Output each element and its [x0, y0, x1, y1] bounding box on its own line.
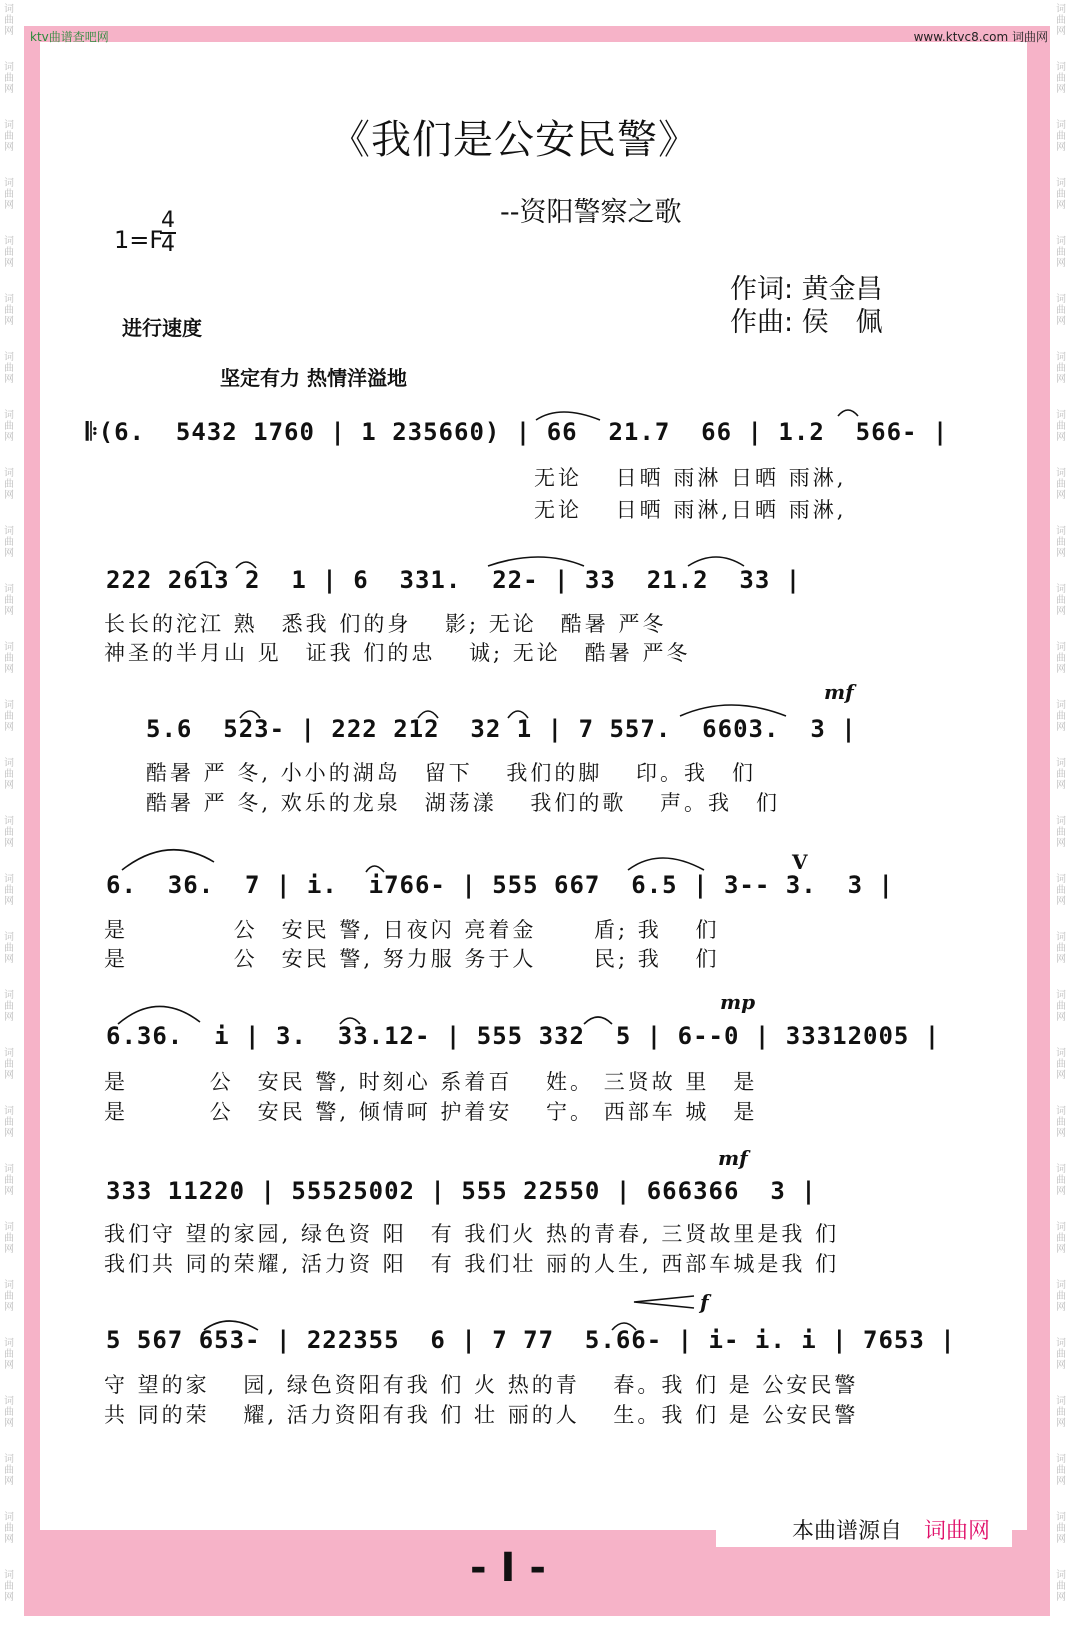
- margin-watermark: 词 曲 网: [4, 1164, 14, 1197]
- source-brand: 词曲网: [924, 1519, 991, 1544]
- slur: [340, 1018, 360, 1024]
- system-1-lyric-verse-2: 无论 日晒 雨淋,日晒 雨淋,: [534, 498, 847, 522]
- system-7-lyric-verse-2: 共 同的荣 耀, 活力资阳有我 们 壮 丽的人 生。我 们 是 公安民警: [104, 1403, 859, 1427]
- system-5-dynamic: mp: [720, 990, 756, 1014]
- system-3-lyric-verse-1: 酷暑 严 冬, 小小的湖岛 留下 我们的脚 印。我 们: [146, 761, 757, 785]
- margin-watermark: 词 曲 网: [1056, 62, 1066, 95]
- margin-watermark: 词 曲 网: [4, 1454, 14, 1487]
- system-7-dynamic: f: [700, 1290, 709, 1314]
- key-signature: 1=F: [114, 226, 164, 254]
- margin-watermark: 词 曲 网: [4, 816, 14, 849]
- margin-watermark: 词 曲 网: [1056, 1048, 1066, 1081]
- slur: [122, 850, 214, 870]
- margin-watermark: 词 曲 网: [1056, 178, 1066, 211]
- slur: [196, 562, 216, 568]
- margin-watermark: 词 曲 网: [1056, 352, 1066, 385]
- margin-watermark: 词 曲 网: [4, 932, 14, 965]
- margin-watermark: 词 曲 网: [4, 1280, 14, 1313]
- page-number: - I -: [470, 1545, 546, 1591]
- slur: [584, 1017, 612, 1024]
- system-6-dynamic: mf: [718, 1146, 748, 1170]
- margin-watermark: 词 曲 网: [1056, 526, 1066, 559]
- margin-watermark: 词 曲 网: [4, 1048, 14, 1081]
- margin-watermark: 词 曲 网: [1056, 468, 1066, 501]
- system-4-lyric-verse-1: 是 公 安民 警, 日夜闪 亮着金 盾; 我 们: [104, 918, 720, 942]
- song-subtitle: --资阳警察之歌: [500, 197, 682, 228]
- system-1-notes: 𝄆(6. 5432 1760 | 1 235660) | 66 21.7 66 | 1.2 566- |: [86, 418, 949, 446]
- source-site-right: www.ktvc8.com 词曲网: [913, 30, 1048, 44]
- margin-watermark: 词 曲 网: [1056, 642, 1066, 675]
- margin-watermark: 词 曲 网: [1056, 1396, 1066, 1429]
- lyricist: 作词: 黄金昌: [730, 274, 883, 305]
- margin-watermark: 词 曲 网: [1056, 120, 1066, 153]
- slur: [418, 711, 438, 718]
- margin-watermark: 词 曲 网: [4, 758, 14, 791]
- slur: [204, 1321, 258, 1330]
- system-4-lyric-verse-2: 是 公 安民 警, 努力服 务于人 民; 我 们: [104, 947, 720, 971]
- margin-watermark: 词 曲 网: [4, 1570, 14, 1603]
- margin-watermark: 词 曲 网: [1056, 236, 1066, 269]
- crescendo-hairpin: [634, 1296, 694, 1308]
- margin-watermark: 词 曲 网: [4, 584, 14, 617]
- system-2-lyric-verse-1: 长长的沱江 熟 悉我 们的身 影; 无论 酷暑 严冬: [104, 612, 667, 636]
- margin-watermark: 词 曲 网: [4, 410, 14, 443]
- slur: [536, 412, 600, 420]
- song-title: 《我们是公安民警》: [330, 117, 699, 163]
- system-5-notes: 6.36. i | 3. 33.12- | 555 332 5 | 6--0 | 33312005 |: [106, 1022, 941, 1050]
- slur: [612, 1323, 636, 1330]
- margin-watermark: 词 曲 网: [1056, 1512, 1066, 1545]
- margin-watermark: 词 曲 网: [1056, 1570, 1066, 1603]
- margin-watermark: 词 曲 网: [1056, 410, 1066, 443]
- margin-watermark: 词 曲 网: [4, 1512, 14, 1545]
- meter-top: 4: [161, 208, 175, 233]
- margin-watermark: 词 曲 网: [4, 1106, 14, 1139]
- margin-watermark: 词 曲 网: [1056, 584, 1066, 617]
- system-3-notes: 5.6 523- | 222 212 32 1 | 7 557. 6603. 3 |: [146, 715, 857, 743]
- margin-watermark: 词 曲 网: [4, 874, 14, 907]
- system-3-lyric-verse-2: 酷暑 严 冬, 欢乐的龙泉 湖荡漾 我们的歌 声。我 们: [146, 791, 781, 815]
- margin-watermark: 词 曲 网: [1056, 1338, 1066, 1371]
- margin-watermark: 词 曲 网: [1056, 294, 1066, 327]
- slur: [508, 711, 528, 718]
- source-site-left: ktv曲谱查吧网: [30, 30, 109, 44]
- margin-watermark: 词 曲 网: [4, 178, 14, 211]
- margin-watermark: 词 曲 网: [4, 1222, 14, 1255]
- tempo-marking: 进行速度: [122, 316, 202, 340]
- margin-watermark: 词 曲 网: [1056, 4, 1066, 37]
- system-3-dynamic: mf: [824, 680, 854, 704]
- margin-watermark: 词 曲 网: [1056, 990, 1066, 1023]
- margin-watermark: 词 曲 网: [1056, 874, 1066, 907]
- margin-watermark: 词 曲 网: [1056, 1106, 1066, 1139]
- system-7-lyric-verse-1: 守 望的家 园, 绿色资阳有我 们 火 热的青 春。我 们 是 公安民警: [104, 1373, 859, 1397]
- system-6-lyric-verse-1: 我们守 望的家园, 绿色资 阳 有 我们火 热的青春, 三贤故里是我 们: [104, 1222, 840, 1246]
- system-6-lyric-verse-2: 我们共 同的荣耀, 活力资 阳 有 我们壮 丽的人生, 西部车城是我 们: [104, 1252, 840, 1276]
- margin-watermark: 词 曲 网: [4, 4, 14, 37]
- slur: [366, 866, 384, 872]
- margin-watermark: 词 曲 网: [1056, 1280, 1066, 1313]
- margin-watermark: 词 曲 网: [1056, 816, 1066, 849]
- margin-watermark: 词 曲 网: [4, 1396, 14, 1429]
- margin-watermark: 词 曲 网: [1056, 1222, 1066, 1255]
- source-label: 本曲谱源自: [792, 1519, 903, 1544]
- margin-watermark: 词 曲 网: [4, 468, 14, 501]
- slur: [488, 557, 584, 566]
- margin-watermark: 词 曲 网: [4, 526, 14, 559]
- system-4-notes: 6. 36. 7 | i. i766- | 555 667 6.5 | 3-- 3. 3 |: [106, 871, 894, 899]
- margin-watermark: 词 曲 网: [4, 294, 14, 327]
- slur: [118, 1006, 200, 1024]
- margin-watermark: 词 曲 网: [4, 990, 14, 1023]
- meter-bottom: 4: [161, 232, 175, 257]
- system-2-notes: 222 2613 2 1 | 6 331. 22- | 33 21.2 33 |: [106, 566, 802, 594]
- system-7-notes: 5 567 653- | 222355 6 | 7 77 5.66- | i- i. i | 7653 |: [106, 1326, 956, 1354]
- margin-watermark: 词 曲 网: [1056, 932, 1066, 965]
- margin-watermark: 词 曲 网: [1056, 700, 1066, 733]
- slur: [236, 562, 256, 568]
- margin-watermark: 词 曲 网: [4, 352, 14, 385]
- margin-watermark: 词 曲 网: [4, 1338, 14, 1371]
- slur: [838, 410, 858, 416]
- margin-watermark: 词 曲 网: [4, 700, 14, 733]
- margin-watermark: 词 曲 网: [4, 642, 14, 675]
- slur: [680, 705, 786, 716]
- margin-watermark: 词 曲 网: [4, 62, 14, 95]
- slur: [628, 858, 704, 870]
- margin-watermark: 词 曲 网: [1056, 1164, 1066, 1197]
- system-2-lyric-verse-2: 神圣的半月山 见 证我 们的忠 诚; 无论 酷暑 严冬: [104, 641, 691, 665]
- system-1-lyric-verse-1: 无论 日晒 雨淋 日晒 雨淋,: [534, 466, 847, 490]
- composer: 作曲: 侯 佩: [730, 307, 883, 338]
- margin-watermark: 词 曲 网: [4, 120, 14, 153]
- slur: [688, 557, 744, 566]
- system-6-notes: 333 11220 | 55525002 | 555 22550 | 666366 3 |: [106, 1177, 817, 1205]
- expression-marking: 坚定有力 热情洋溢地: [220, 366, 407, 390]
- margin-watermark: 词 曲 网: [1056, 758, 1066, 791]
- breath-mark: V: [792, 850, 808, 874]
- margin-watermark: 词 曲 网: [1056, 1454, 1066, 1487]
- system-5-lyric-verse-1: 是 公 安民 警, 时刻心 系着百 姓。 三贤故 里 是: [104, 1070, 758, 1094]
- margin-watermark: 词 曲 网: [4, 236, 14, 269]
- slur: [240, 711, 260, 718]
- system-5-lyric-verse-2: 是 公 安民 警, 倾情呵 护着安 宁。 西部车 城 是: [104, 1100, 758, 1124]
